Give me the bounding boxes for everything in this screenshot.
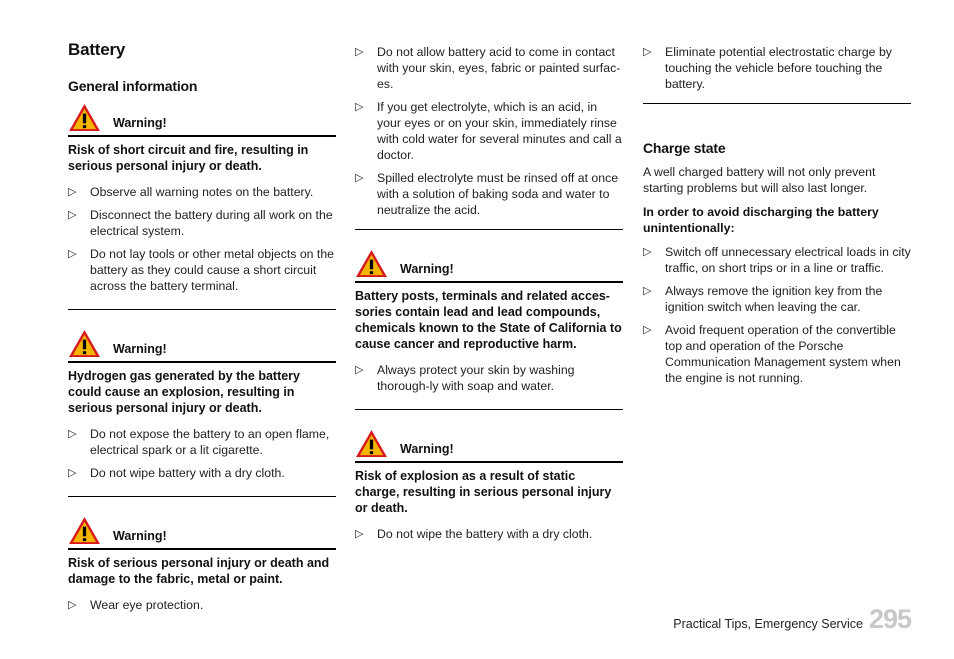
instruction-list	[68, 184, 336, 294]
warning-block-hydrogen	[68, 328, 336, 497]
triangle-bullet-icon: ▷	[68, 599, 77, 611]
triangle-bullet-icon: ▷	[355, 46, 364, 58]
triangle-bullet-icon: ▷	[68, 428, 77, 440]
page-title: Battery	[68, 40, 126, 59]
list-item: ▷ Avoid frequent operation of the convertible top and operation of the Porsche Communication Management system when the engine is not running.	[643, 323, 901, 385]
charge-state-heading: Charge state	[643, 140, 726, 156]
general-information-heading: General information	[68, 78, 198, 94]
acid-instructions	[355, 44, 623, 230]
list-item: ▷ Do not expose the battery to an open flame, electrical spark or a lit cigarette.	[68, 427, 330, 457]
list-item: ▷ Wear eye protection.	[68, 598, 204, 612]
list-item: ▷ Always protect your skin by washing thorough-ly with soap and water.	[355, 363, 575, 393]
warning-block-eye-protection	[68, 515, 336, 613]
triangle-bullet-icon: ▷	[68, 209, 77, 221]
list-item: ▷ If you get electrolyte, which is an acid, in your eyes or on your skin, immediately rinse with cold water for several minutes and call a doctor.	[355, 100, 622, 162]
warning-text: Hydrogen gas generated by the battery could cause an explosion, resulting in serious personal injury or death.	[68, 369, 301, 415]
list-item: ▷ Disconnect the battery during all work on the electrical system.	[68, 208, 333, 238]
warning-text: Battery posts, terminals and related acces-sories contain lead and lead compounds, chemicals known to the State of California to cause cancer and reproductive harm.	[355, 289, 622, 351]
triangle-bullet-icon: ▷	[355, 172, 364, 184]
instruction-list	[68, 426, 336, 481]
charge-state-text: A well charged battery will not only prevent starting problems but will also last longer.	[643, 165, 876, 195]
triangle-bullet-icon: ▷	[355, 101, 364, 113]
list-item: ▷ Observe all warning notes on the battery.	[68, 185, 314, 199]
triangle-bullet-icon: ▷	[643, 285, 652, 297]
triangle-bullet-icon: ▷	[643, 46, 652, 58]
warning-triangle-icon	[68, 103, 101, 132]
column-middle	[355, 44, 623, 560]
list-item: ▷ Do not wipe battery with a dry cloth.	[68, 466, 285, 480]
warning-label: Warning!	[400, 262, 454, 276]
warning-text: Risk of serious personal injury or death and damage to the fabric, metal or paint.	[68, 556, 330, 586]
warning-triangle-icon	[68, 516, 101, 545]
triangle-bullet-icon: ▷	[68, 186, 77, 198]
page-footer	[673, 604, 911, 635]
warning-header	[68, 328, 336, 363]
list-item: ▷ Do not wipe the battery with a dry cloth.	[355, 527, 593, 541]
warning-block-static-charge	[355, 428, 623, 542]
column-left	[68, 40, 336, 631]
warning-block-lead	[355, 248, 623, 410]
warning-text: Risk of short circuit and fire, resulting in serious personal injury or death.	[68, 143, 309, 173]
triangle-bullet-icon: ▷	[68, 467, 77, 479]
warning-triangle-icon	[355, 249, 388, 278]
charge-instruction-list	[643, 244, 911, 386]
triangle-bullet-icon: ▷	[355, 364, 364, 376]
warning-label: Warning!	[113, 529, 167, 543]
warning-label: Warning!	[113, 342, 167, 356]
instruction-list	[355, 526, 623, 542]
warning-text: Risk of explosion as a result of static charge, resulting in serious personal injury or death.	[355, 469, 612, 515]
triangle-bullet-icon: ▷	[68, 248, 77, 260]
warning-block-short-circuit	[68, 102, 336, 310]
warning-header	[355, 428, 623, 463]
warning-label: Warning!	[400, 442, 454, 456]
charge-state-bold-text: In order to avoid discharging the battery unintentionally:	[643, 205, 879, 235]
list-item: ▷ Always remove the ignition key from the ignition switch when leaving the car.	[643, 284, 883, 314]
instruction-list	[68, 597, 336, 613]
footer-section-title: Practical Tips, Emergency Service	[673, 617, 863, 631]
column-right	[643, 44, 911, 393]
warning-header	[68, 515, 336, 550]
page-number: 295	[868, 604, 911, 634]
warning-header	[68, 102, 336, 137]
warning-label: Warning!	[113, 116, 167, 130]
triangle-bullet-icon: ▷	[643, 324, 652, 336]
electrostatic-instructions	[643, 44, 911, 104]
instruction-list	[643, 44, 911, 92]
list-item: ▷ Switch off unnecessary electrical loads in city traffic, on short trips or in a line or traffic.	[643, 245, 911, 275]
instruction-list	[355, 44, 623, 218]
warning-triangle-icon	[68, 329, 101, 358]
warning-header	[355, 248, 623, 283]
list-item: ▷ Do not lay tools or other metal objects on the battery as they could cause a short circuit across the battery terminal.	[68, 247, 335, 293]
triangle-bullet-icon: ▷	[643, 246, 652, 258]
warning-triangle-icon	[355, 429, 388, 458]
instruction-list	[355, 362, 623, 394]
list-item: ▷ Eliminate potential electrostatic charge by touching the vehicle before touching the battery.	[643, 45, 892, 91]
list-item: ▷ Do not allow battery acid to come in contact with your skin, eyes, fabric or painted surfac-es.	[355, 45, 621, 91]
triangle-bullet-icon: ▷	[355, 528, 364, 540]
list-item: ▷ Spilled electrolyte must be rinsed off at once with a solution of baking soda and water to neutralize the acid.	[355, 171, 619, 217]
